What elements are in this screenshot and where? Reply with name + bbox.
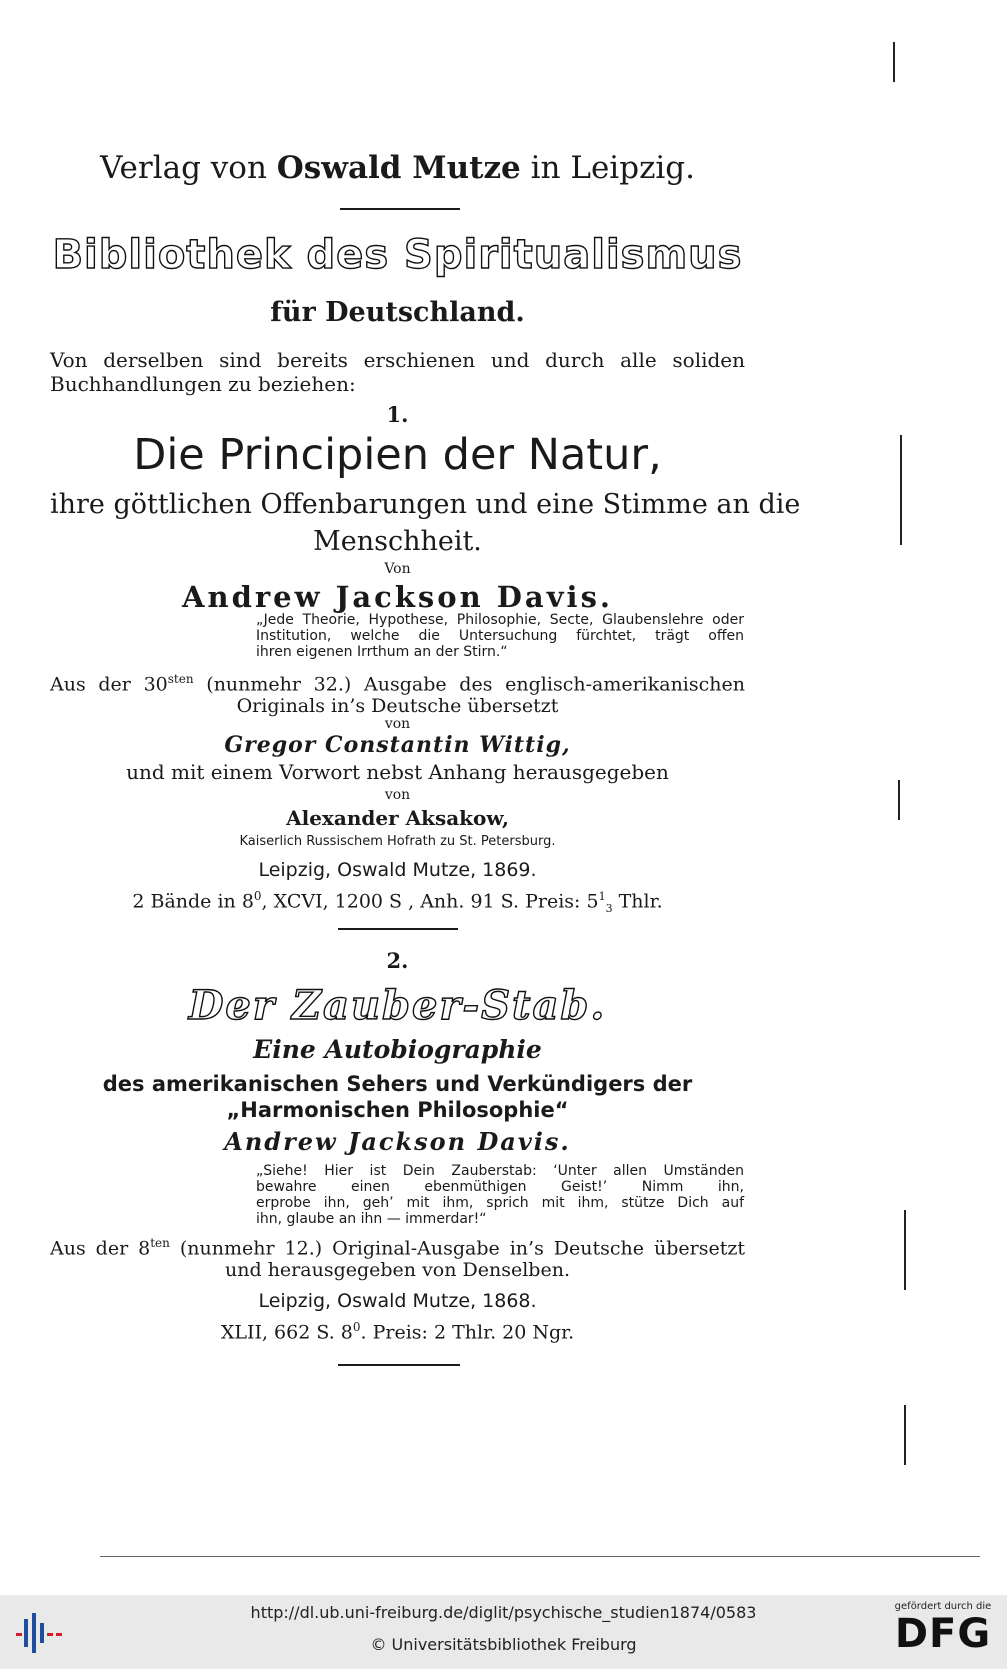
book1-number: 1. (386, 402, 409, 427)
book2-specs: XLII, 662 S. $8^0$. Preis: 2 Thlr. 20 Ngr. (220, 1320, 575, 1344)
book1-author: Andrew Jackson Davis. (182, 580, 613, 614)
series-title: Bibliothek des Spiritualismus (52, 232, 743, 278)
scan-mark (898, 780, 900, 820)
book1-subtitle (50, 486, 801, 560)
book2-motto-line-4: ihn, glaube an ihn — immerdar!“ (256, 1211, 487, 1227)
book1-motto-line-3: ihren eigenen Irrthum an der Stirn.“ (256, 644, 508, 660)
scan-mark (893, 42, 895, 82)
book2-motto-line-3: erprobe ihn, geh’ mit ihm, sprich mit ihm, stütze Dich auf (256, 1195, 744, 1211)
book2-motto (256, 1163, 744, 1227)
book1-by-editor: von (384, 787, 411, 803)
book2-edition (50, 1232, 745, 1281)
book1-edition-line-1: Aus der $30^{sten}$ (nunmehr 32.) Ausgabe des englisch-amerikanischen (50, 672, 745, 696)
book2-number: 2. (386, 948, 409, 973)
scan-mark (900, 435, 902, 545)
book2-description-line-1: des amerikanischen Sehers und Verkündigers der (102, 1072, 693, 1096)
publisher-line (50, 150, 745, 186)
intro-line-2: Buchhandlungen zu beziehen: (50, 372, 356, 396)
book2-author: Andrew Jackson Davis. (224, 1127, 571, 1156)
intro-text (50, 348, 745, 396)
book1-translator: Gregor Constantin Wittig, (224, 732, 571, 758)
dfg-logo (886, 1601, 1000, 1656)
intro-line-1: Von derselben sind bereits erschienen und durch alle soliden (50, 348, 745, 372)
book1-motto-line-1: „Jede Theorie, Hypothese, Philosophie, Secte, Glaubenslehre oder (256, 612, 744, 628)
book1-editor-line: und mit einem Vorwort nebst Anhang herausgegeben (126, 760, 669, 784)
book2-motto-line-1: „Siehe! Hier ist Dein Zauberstab: ‘Unter allen Umständen (256, 1163, 744, 1179)
book1-motto (256, 612, 744, 660)
book2-motto-line-2: bewahre einen ebenmüthigen Geist!’ Nimm ihn, (256, 1179, 744, 1195)
book1-by-translator: von (384, 716, 411, 732)
book1-subtitle-line-2: Menschheit. (313, 526, 482, 557)
scan-mark (904, 1210, 906, 1290)
dfg-logo-text: DFG (894, 1611, 992, 1657)
publisher-prefix: Verlag von (99, 150, 267, 186)
series-subtitle: für Deutschland. (270, 297, 525, 328)
book2-title: Der Zauber-Stab. (188, 982, 607, 1029)
scan-mark (904, 1405, 906, 1465)
book1-title: Die Principien der Natur, (133, 430, 662, 480)
book2-description-line-2: „Harmonischen Philosophie“ (226, 1098, 569, 1122)
book1-by: Von (384, 561, 411, 577)
page-url[interactable]: http://dl.ub.uni-freiburg.de/diglit/psychische_studien1874/0583 (250, 1603, 757, 1622)
book1-specs: 2 Bände in $8^0$, XCVI, 1200 S , Anh. 91 S. Preis: $5^1_3$ Thlr. (132, 889, 663, 916)
book2-subtitle: Eine Autobiographie (253, 1035, 542, 1064)
publisher-suffix: in Leipzig. (530, 150, 696, 186)
book1-motto-line-2: Institution, welche die Untersuchung fürchtet, trägt offen (256, 628, 744, 644)
book1-imprint: Leipzig, Oswald Mutze, 1869. (258, 859, 537, 881)
book1-subtitle-line-1: ihre göttlichen Offenbarungen und eine Stimme an die (50, 489, 801, 520)
dfg-caption: gefördert durch die (894, 1601, 992, 1612)
book2-edition-line-1: Aus der $8^{ten}$ (nunmehr 12.) Original-Ausgabe in’s Deutsche übersetzt (50, 1236, 745, 1260)
book2-imprint: Leipzig, Oswald Mutze, 1868. (258, 1290, 537, 1312)
scan-edge-line (100, 1556, 980, 1557)
footer-bar (0, 1595, 1007, 1669)
book2-edition-line-2: und herausgegeben von Denselben. (225, 1259, 570, 1282)
divider (340, 208, 460, 210)
book1-editor-title: Kaiserlich Russischem Hofrath zu St. Petersburg. (239, 834, 556, 849)
book1-editor: Alexander Aksakow, (286, 806, 509, 830)
divider (338, 1364, 460, 1366)
book2-description (50, 1071, 745, 1123)
divider (338, 928, 458, 930)
book1-edition-line-2: Originals in’s Deutsche übersetzt (236, 695, 559, 718)
copyright: © Universitätsbibliothek Freiburg (370, 1635, 637, 1654)
publisher-name: Oswald Mutze (276, 150, 521, 186)
book1-edition (50, 668, 745, 717)
